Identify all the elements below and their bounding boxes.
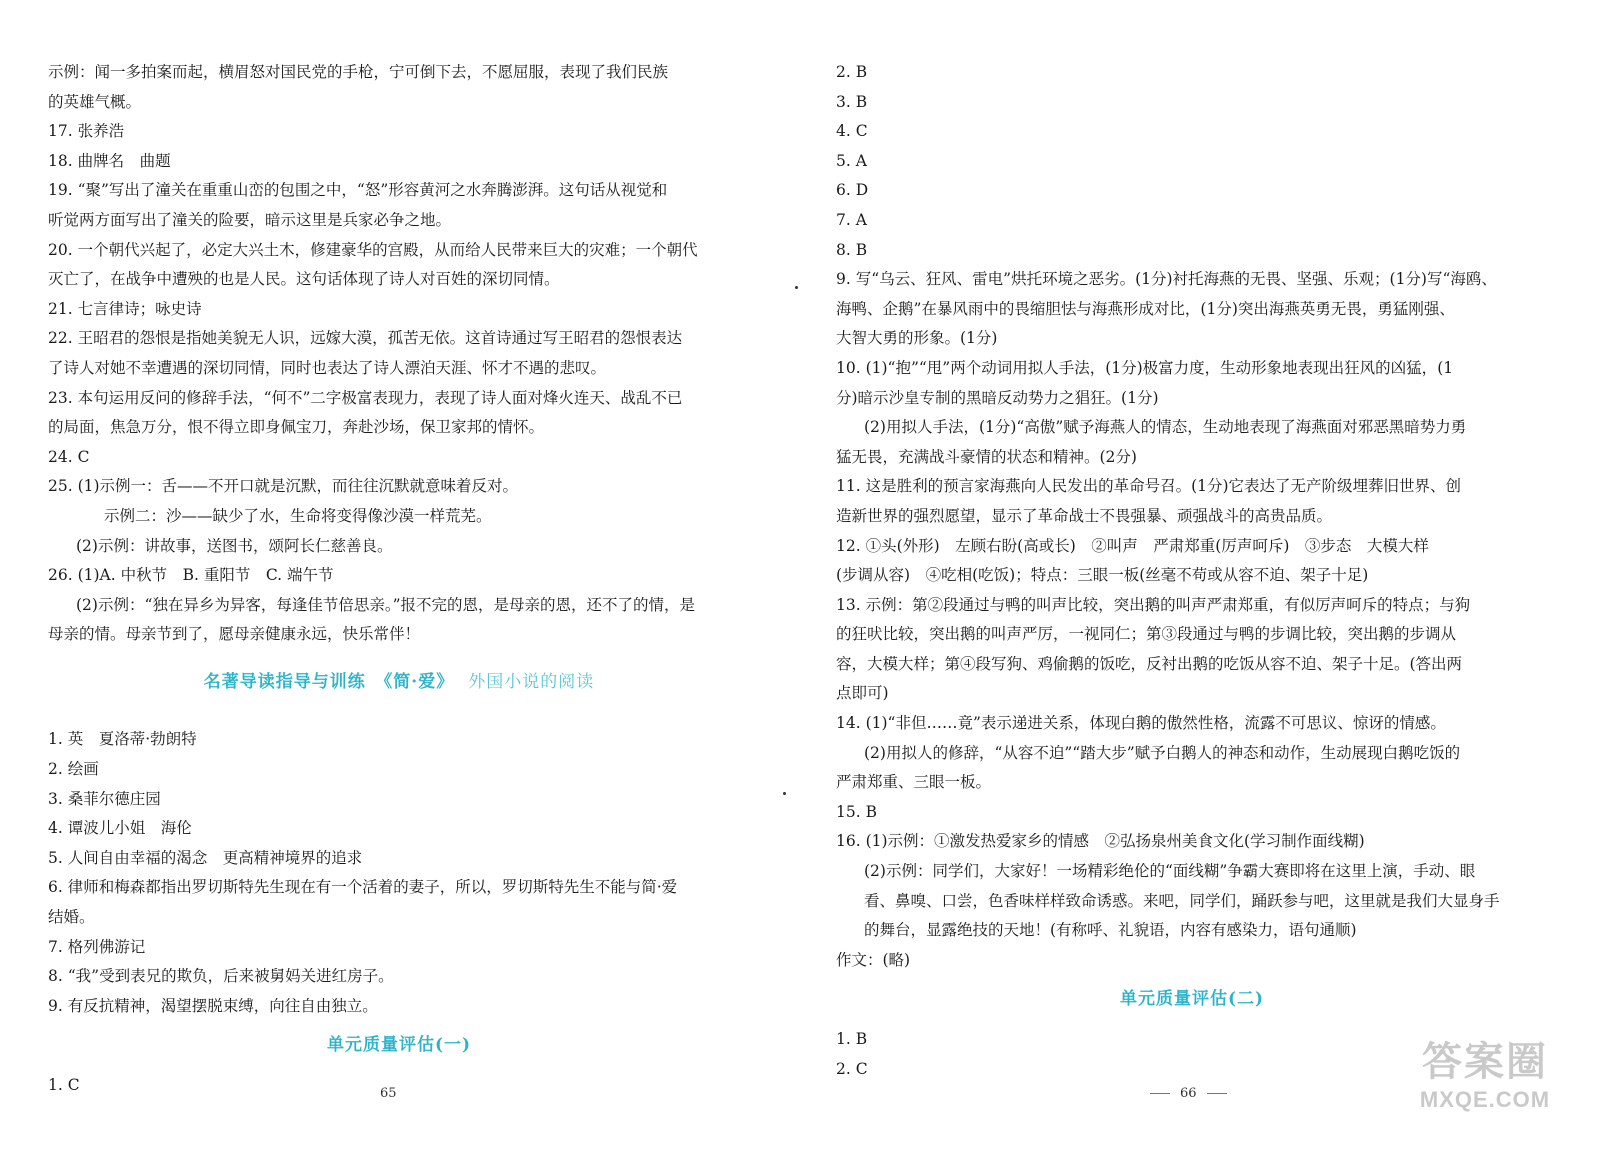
- gutter-mark: [795, 286, 798, 289]
- text-line: 1. 英 夏洛蒂·勃朗特: [48, 730, 197, 749]
- text-line: 19. “聚”写出了潼关在重重山峦的包围之中，“怒”形容黄河之水奔腾澎湃。这句话从视觉和: [48, 181, 668, 200]
- text-line: 容，大模大样；第④段写狗、鸡偷鹅的饭吃，反衬出鹅的吃饭从容不迫、架子十足。(答出两: [836, 654, 1463, 673]
- text-line: 点即可): [836, 684, 889, 703]
- text-line: 示例二：沙——缺少了水，生命将变得像沙漠一样荒芜。: [104, 506, 492, 525]
- text-line: 灭亡了，在战争中遭殃的也是人民。这句话体现了诗人对百姓的深切同情。: [48, 270, 560, 289]
- right-page-content: [836, 58, 1548, 1084]
- text-line: 了诗人对她不幸遭遇的深切同情，同时也表达了诗人漂泊天涯、怀才不遇的悲叹。: [48, 358, 607, 377]
- text-line: 看、鼻嗅、口尝，色香味样样致命诱惑。来吧，同学们，踊跃参与吧，这里就是我们大显身手: [864, 891, 1500, 910]
- watermark-logo: [1390, 1037, 1580, 1129]
- text-line: 12. ①头(外形) 左顾右盼(高或长) ②叫声 严肃郑重(厉声呵斥) ③步态 大模大样: [836, 536, 1429, 555]
- text-line: 17. 张养浩: [48, 122, 125, 141]
- text-line: 听觉两方面写出了潼关的险要，暗示这里是兵家必争之地。: [48, 210, 452, 229]
- text-line: (2)用拟人的修辞，“从容不迫”“踏大步”赋予白鹅人的神态和动作，生动展现白鹅吃饭的: [864, 743, 1461, 762]
- text-line: 5. A: [836, 151, 867, 170]
- section-title-unit-1: 单元质量评估(一): [326, 1035, 472, 1056]
- text-block: [836, 58, 1548, 413]
- text-line: 海鸭、企鹅”在暴风雨中的畏缩胆怯与海燕形成对比，(1分)突出海燕英勇无畏，勇猛刚强、: [836, 299, 1455, 318]
- text-line: 1. C: [48, 1076, 80, 1094]
- text-line: 7. 格列佛游记: [48, 937, 146, 956]
- text-block: [48, 591, 750, 621]
- section-subtitle: 外国小说的阅读: [468, 671, 595, 692]
- text-line: 严肃郑重、三眼一板。: [836, 773, 992, 792]
- text-line: 26. (1)A. 中秋节 B. 重阳节 C. 端午节: [48, 566, 334, 585]
- watermark-logo-text: 答案圈: [1422, 1040, 1548, 1084]
- text-line: (2)示例：同学们，大家好！一场精彩绝伦的“面线糊”争霸大赛即将在这里上演，手动、眼: [864, 862, 1476, 881]
- text-line: 20. 一个朝代兴起了，必定大兴土木，修建豪华的宫殿，从而给人民带来巨大的灾难；一个朝代: [48, 240, 698, 259]
- section-title-main: 名著导读指导与训练 《简·爱》: [203, 671, 455, 692]
- text-block: [48, 1071, 750, 1101]
- text-line: 6. D: [836, 181, 869, 200]
- text-line: 9. 写“乌云、狂风、雷电”烘托环境之恶劣。(1分)衬托海燕的无畏、坚强、乐观；(1分)写“海鸥、: [836, 270, 1497, 289]
- text-line: 9. 有反抗精神，渴望摆脱束缚，向往自由独立。: [48, 996, 378, 1015]
- text-line: 示例：闻一多拍案而起，横眉怒对国民党的手枪，宁可倒下去，不愿屈服，表现了我们民族: [48, 63, 669, 81]
- text-line: 7. A: [836, 210, 867, 229]
- text-line: 21. 七言律诗；咏史诗: [48, 299, 202, 318]
- text-line: 1. B: [836, 1030, 868, 1048]
- text-line: 造新世界的强烈愿望，显示了革命战士不畏强暴、顽强战斗的高贵品质。: [836, 506, 1333, 525]
- text-line: 3. 桑菲尔德庄园: [48, 789, 161, 808]
- watermark-url: MXQE.COM: [1419, 1087, 1551, 1112]
- text-line: (步调从容) ④吃相(吃饭)；特点：三眼一板(丝毫不苟或从容不迫、架子十足): [836, 566, 1369, 585]
- text-line: 的狂吠比较，突出鹅的叫声严厉，一视同仁；第③段通过与鸭的步调比较，突出鹅的步调从: [836, 625, 1457, 644]
- text-line: 3. B: [836, 92, 868, 111]
- text-line: 4. 谭波儿小姐 海伦: [48, 819, 192, 838]
- text-line: 16. (1)示例：①激发热爱家乡的情感 ②弘扬泉州美食文化(学习制作面线糊): [836, 832, 1365, 851]
- page-number: 65: [380, 1086, 397, 1101]
- section-title-mingzhu: [48, 668, 750, 698]
- text-line: 22. 王昭君的怨恨是指她美貌无人识，远嫁大漠，孤苦无依。这首诗通过写王昭君的怨恨表达: [48, 329, 683, 348]
- text-block: [48, 725, 750, 1021]
- right-page: [800, 0, 1600, 1149]
- text-line: 10. (1)“抱”“甩”两个动词用拟人手法，(1分)极富力度，生动形象地表现出狂风的凶猛，(1: [836, 358, 1454, 377]
- text-block: [48, 58, 750, 502]
- section-title-unit-2: 单元质量评估(二): [1119, 989, 1265, 1010]
- text-line: 23. 本句运用反问的修辞手法，“何不”二字极富表现力，表现了诗人面对烽火连天、战乱不已: [48, 388, 683, 407]
- text-block: [836, 887, 1548, 946]
- text-line: 2. C: [836, 1059, 868, 1078]
- text-block: [48, 561, 750, 591]
- text-line: 5. 人间自由幸福的渴念 更高精神境界的追求: [48, 848, 363, 867]
- text-line: 2. 绘画: [48, 760, 99, 779]
- text-line: 8. B: [836, 240, 868, 259]
- text-line: 结婚。: [48, 908, 95, 927]
- text-line: 4. C: [836, 122, 868, 141]
- text-line: 25. (1)示例一：舌——不开口就是沉默，而往往沉默就意味着反对。: [48, 477, 519, 496]
- text-line: 的舞台，显露绝技的天地！(有称呼、礼貌语，内容有感染力，语句通顺): [864, 921, 1357, 940]
- text-line: 母亲的情。母亲节到了，愿母亲健康永远，快乐常伴！: [48, 625, 421, 644]
- left-page-content: [48, 58, 750, 1101]
- page-number: 66: [1140, 1086, 1237, 1101]
- text-line: 18. 曲牌名 曲题: [48, 151, 171, 170]
- text-line: (2)示例：讲故事，送图书，颂阿长仁慈善良。: [76, 536, 393, 555]
- text-line: 13. 示例：第②段通过与鸭的叫声比较，突出鹅的叫声严肃郑重，有似厉声呵斥的特点；与狗: [836, 595, 1471, 614]
- text-line: 15. B: [836, 802, 877, 821]
- text-line: (2)用拟人手法，(1分)“高傲”赋予海燕人的情态，生动地表现了海燕面对邪恶黑暗势力勇: [864, 418, 1467, 437]
- text-block: [836, 768, 1548, 857]
- text-line: 大智大勇的形象。(1分): [836, 329, 998, 348]
- essay-line: 作文：(略): [836, 950, 911, 969]
- text-line: 的英雄气概。: [48, 92, 142, 111]
- text-line: 2. B: [836, 63, 868, 81]
- text-block: [836, 443, 1548, 739]
- text-line: 的局面，焦急万分，恨不得立即身佩宝刀，奔赴沙场，保卫家邦的情怀。: [48, 418, 545, 437]
- text-line: (2)示例：“独在异乡为异客，每逢佳节倍思亲。”报不完的恩，是母亲的恩，还不了的情，是: [76, 595, 696, 614]
- text-line: 6. 律师和梅森都指出罗切斯特先生现在有一个活着的妻子，所以，罗切斯特先生不能与简·爱: [48, 878, 678, 897]
- gutter-mark: [783, 792, 786, 795]
- text-line: 14. (1)“非但……竟”表示递进关系，体现白鹅的傲然性格，流露不可思议、惊讶的情感。: [836, 714, 1446, 733]
- text-line: 11. 这是胜利的预言家海燕向人民发出的革命号召。(1分)它表达了无产阶级埋葬旧世界、创: [836, 477, 1462, 496]
- text-line: 分)暗示沙皇专制的黑暗反动势力之猖狂。(1分): [836, 388, 1159, 407]
- text-line: 24. C: [48, 447, 90, 466]
- text-line: 8. “我”受到表兄的欺负，后来被舅妈关进红房子。: [48, 967, 394, 986]
- text-line: 猛无畏，充满战斗豪情的状态和精神。(2分): [836, 447, 1137, 466]
- text-block: [48, 620, 750, 650]
